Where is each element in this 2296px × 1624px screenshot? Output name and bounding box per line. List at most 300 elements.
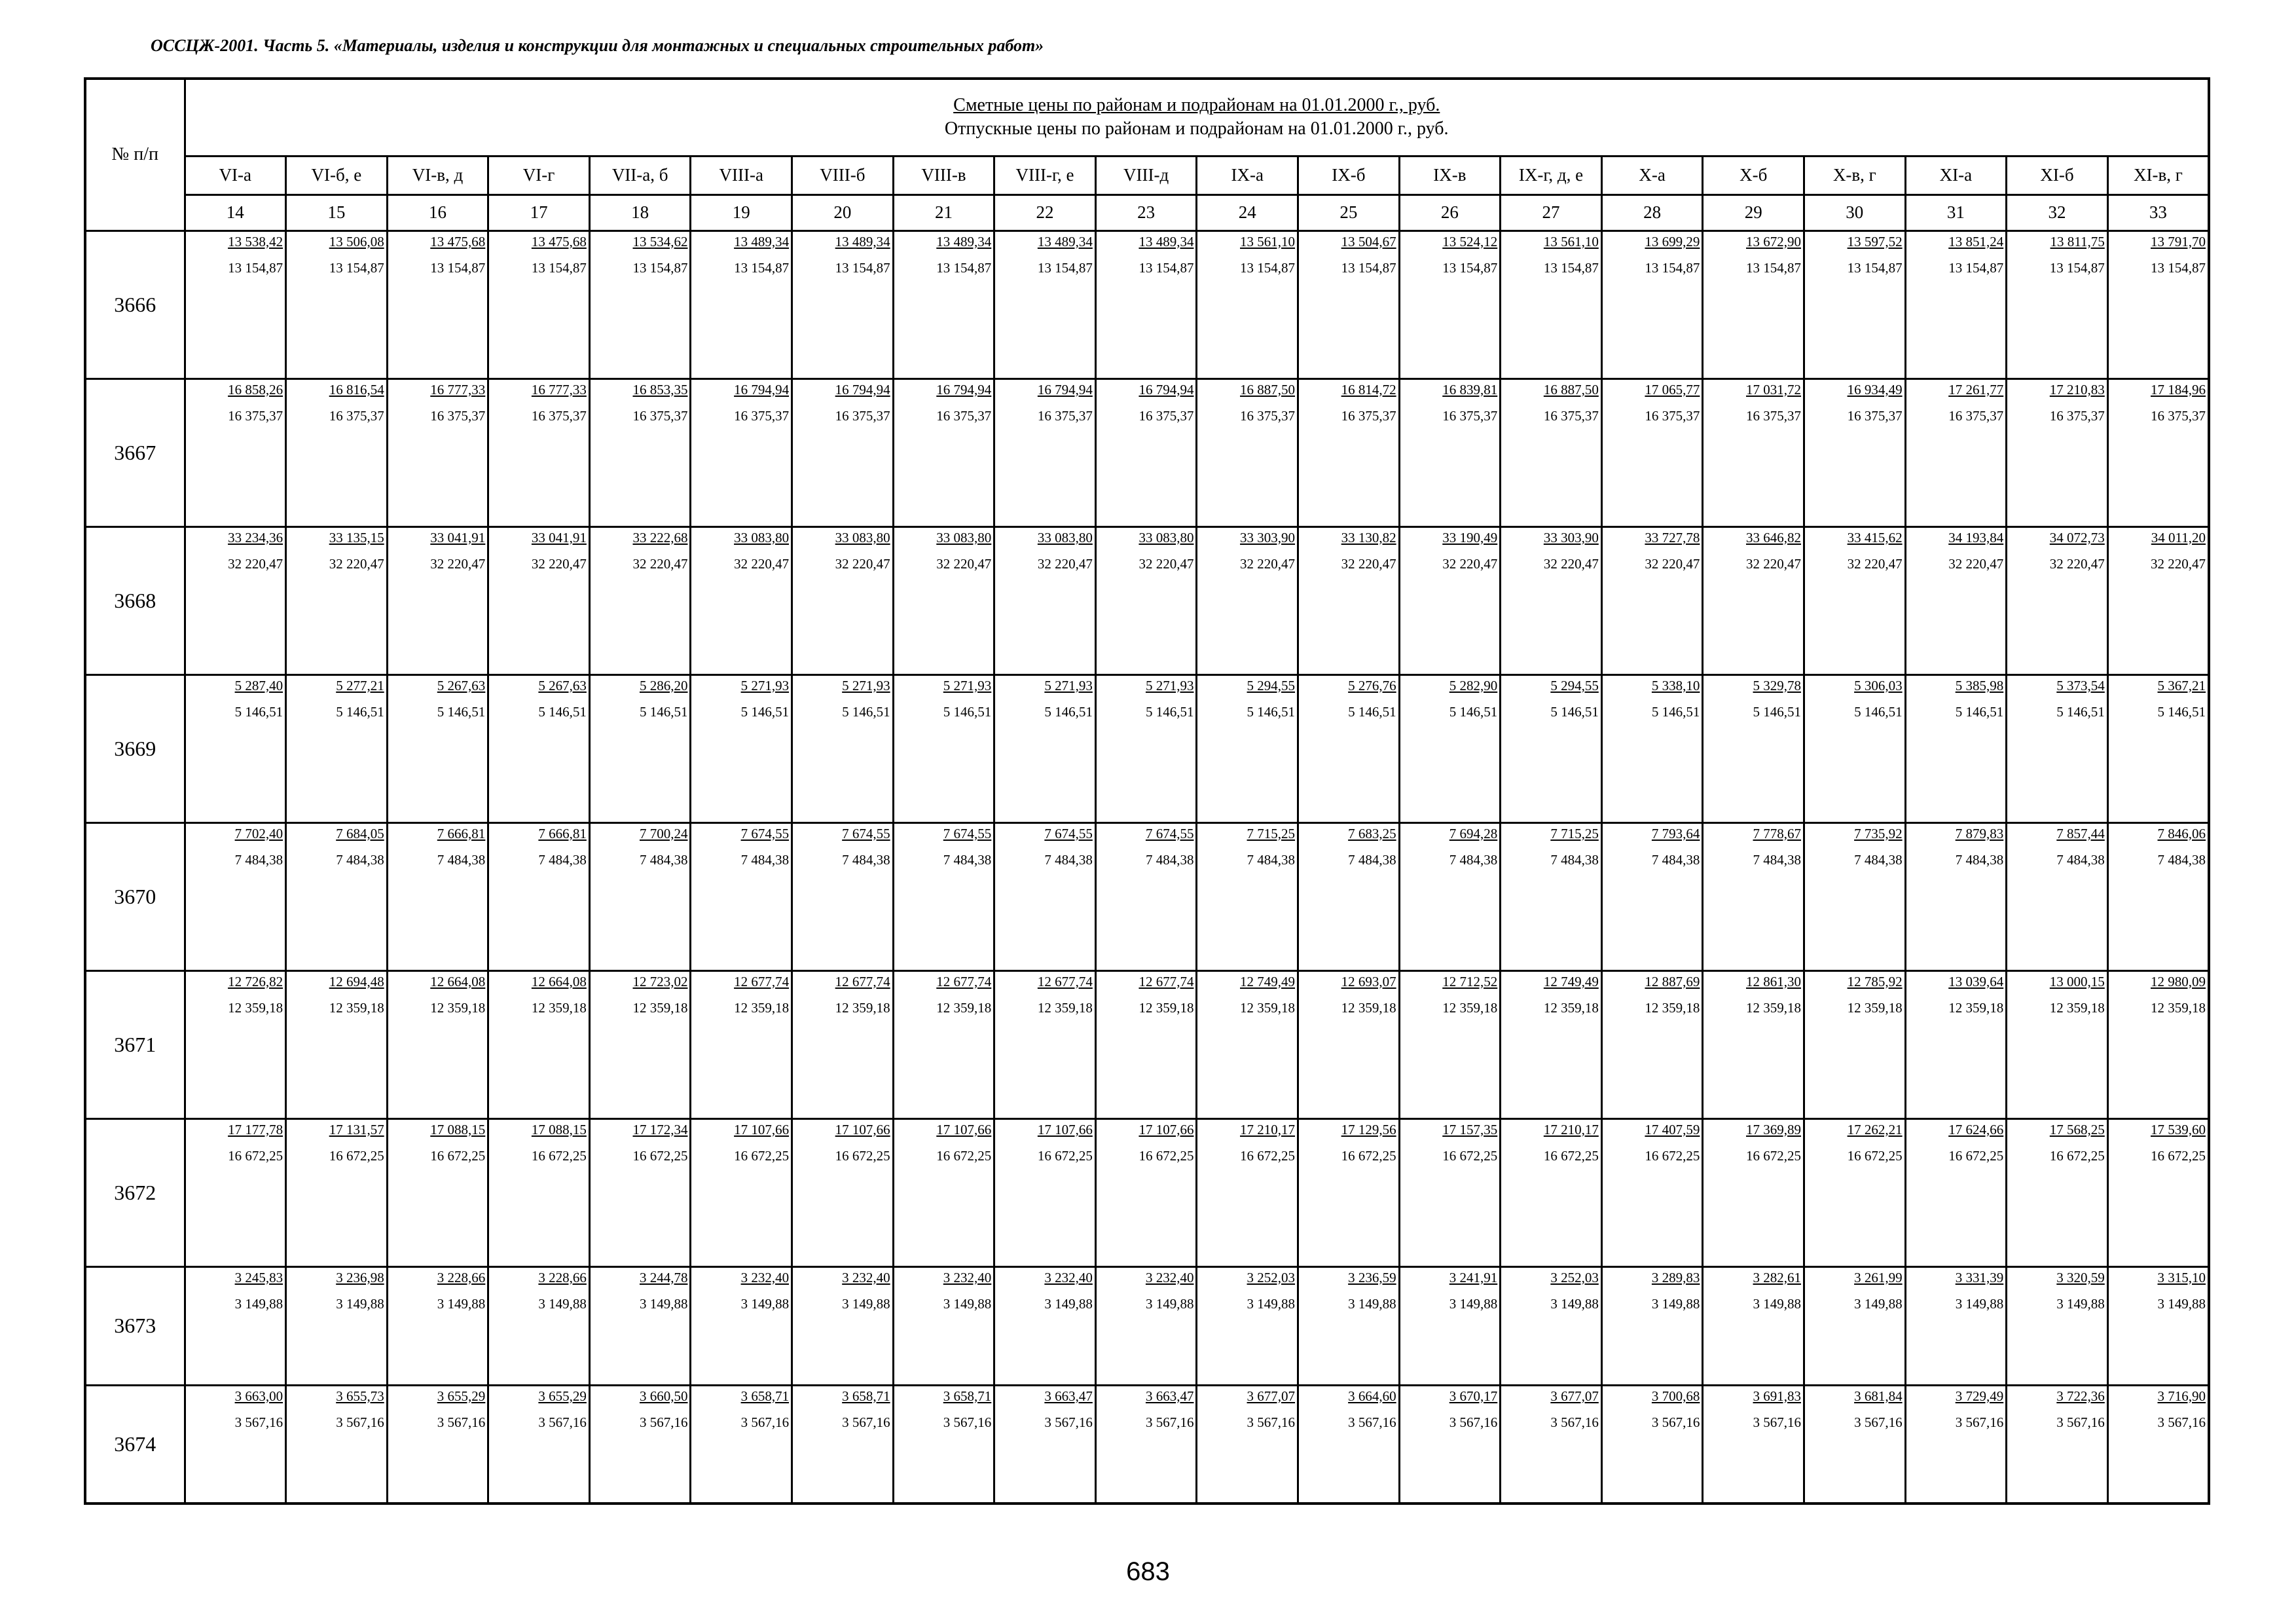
- estimate-price: 12 726,82: [228, 973, 283, 989]
- price-cell: [286, 378, 388, 526]
- release-price: 5 146,51: [1854, 703, 1903, 720]
- release-price: 12 359,18: [835, 999, 890, 1016]
- price-cell: [792, 822, 894, 970]
- release-price: 3 567,16: [336, 1414, 384, 1430]
- column-number: 18: [589, 194, 691, 231]
- estimate-price: 33 727,78: [1645, 529, 1700, 545]
- price-cell: [1905, 674, 2007, 822]
- release-price: 7 484,38: [1651, 851, 1700, 868]
- estimate-price: 7 674,55: [1044, 825, 1093, 841]
- release-price: 16 672,25: [430, 1147, 486, 1164]
- release-price: 7 484,38: [1449, 851, 1498, 868]
- release-price: 16 672,25: [1240, 1147, 1296, 1164]
- estimate-price: 3 655,73: [336, 1388, 384, 1404]
- column-number: 32: [2007, 194, 2108, 231]
- estimate-price: 3 244,78: [639, 1269, 688, 1285]
- estimate-price: 3 232,40: [1044, 1269, 1093, 1285]
- release-price: 7 484,38: [740, 851, 790, 868]
- release-price: 32 220,47: [1948, 555, 2004, 572]
- estimate-price: 3 252,03: [1247, 1269, 1296, 1285]
- estimate-price: 17 088,15: [430, 1121, 486, 1137]
- estimate-price: 17 031,72: [1746, 381, 1801, 397]
- estimate-price: 3 691,83: [1753, 1388, 1801, 1404]
- estimate-price: 12 677,74: [936, 973, 992, 989]
- estimate-price: 7 879,83: [1955, 825, 2004, 841]
- price-cell: [2107, 674, 2209, 822]
- estimate-price: 7 694,28: [1449, 825, 1498, 841]
- release-price: 7 484,38: [1348, 851, 1396, 868]
- price-cell: [488, 1385, 590, 1504]
- district-header: X-б: [1703, 156, 1804, 194]
- estimate-price: 5 267,63: [437, 677, 486, 693]
- release-price: 7 484,38: [1753, 851, 1801, 868]
- estimate-price: 17 210,17: [1543, 1121, 1599, 1137]
- price-cell: [1703, 1266, 1804, 1385]
- release-price: 3 149,88: [1651, 1295, 1700, 1312]
- estimate-price: 16 794,94: [1139, 381, 1194, 397]
- release-price: 3 149,88: [538, 1295, 587, 1312]
- release-price: 12 359,18: [1948, 999, 2004, 1016]
- price-cell: [1601, 231, 1703, 378]
- release-price: 7 484,38: [943, 851, 992, 868]
- estimate-price: 5 271,93: [1044, 677, 1093, 693]
- release-price: 16 672,25: [1139, 1147, 1194, 1164]
- table-row: [85, 1385, 2209, 1504]
- price-cell: [691, 970, 792, 1118]
- price-cell: [488, 674, 590, 822]
- estimate-price: 3 320,59: [2056, 1269, 2105, 1285]
- estimate-price: 3 315,10: [2157, 1269, 2206, 1285]
- release-price: 5 146,51: [2056, 703, 2105, 720]
- estimate-price: 33 041,91: [531, 529, 587, 545]
- price-cell: [1197, 970, 1298, 1118]
- estimate-price: 12 664,08: [531, 973, 587, 989]
- estimate-price: 12 677,74: [1139, 973, 1194, 989]
- price-cell: [488, 1118, 590, 1266]
- release-price: 5 146,51: [1753, 703, 1801, 720]
- release-price: 3 149,88: [1247, 1295, 1296, 1312]
- release-price: 13 154,87: [1645, 259, 1700, 276]
- estimate-price: 3 663,47: [1145, 1388, 1194, 1404]
- release-price: 3 149,88: [1550, 1295, 1599, 1312]
- price-cell: [2007, 1266, 2108, 1385]
- price-cell: [1703, 526, 1804, 674]
- release-price: 12 359,18: [632, 999, 688, 1016]
- price-cell: [1095, 970, 1197, 1118]
- estimate-price: 3 241,91: [1449, 1269, 1498, 1285]
- district-header: XI-в, г: [2107, 156, 2209, 194]
- price-cell: [1095, 674, 1197, 822]
- price-cell: [2107, 378, 2209, 526]
- estimate-price: 3 722,36: [2056, 1388, 2105, 1404]
- estimate-price: 13 597,52: [1847, 233, 1903, 249]
- price-cell: [1501, 378, 1602, 526]
- column-number: 30: [1804, 194, 1906, 231]
- release-price: 16 375,37: [1948, 407, 2004, 424]
- estimate-price: 12 693,07: [1341, 973, 1396, 989]
- price-cell: [691, 1118, 792, 1266]
- district-header: IX-а: [1197, 156, 1298, 194]
- estimate-price: 3 236,59: [1348, 1269, 1396, 1285]
- release-price: 16 672,25: [2151, 1147, 2206, 1164]
- estimate-price: 5 282,90: [1449, 677, 1498, 693]
- release-price: 32 220,47: [734, 555, 790, 572]
- release-price: 12 359,18: [1847, 999, 1903, 1016]
- estimate-price: 3 245,83: [234, 1269, 283, 1285]
- estimate-price: 16 794,94: [936, 381, 992, 397]
- estimate-price: 17 177,78: [228, 1121, 283, 1137]
- price-cell: [589, 1385, 691, 1504]
- estimate-price: 17 210,17: [1240, 1121, 1296, 1137]
- estimate-price: 17 262,21: [1847, 1121, 1903, 1137]
- release-price: 3 567,16: [1854, 1414, 1903, 1430]
- release-price: 3 149,88: [2157, 1295, 2206, 1312]
- estimate-price: 5 276,76: [1348, 677, 1396, 693]
- release-price: 32 220,47: [1746, 555, 1801, 572]
- price-cell: [1601, 1385, 1703, 1504]
- estimate-price: 3 658,71: [842, 1388, 890, 1404]
- release-price: 12 359,18: [2151, 999, 2206, 1016]
- release-price: 3 149,88: [2056, 1295, 2105, 1312]
- price-cell: [691, 526, 792, 674]
- release-price: 3 149,88: [1854, 1295, 1903, 1312]
- table-title: [185, 79, 2209, 156]
- estimate-price: 12 980,09: [2151, 973, 2206, 989]
- price-cell: [2007, 231, 2108, 378]
- release-price: 16 375,37: [734, 407, 790, 424]
- estimate-price: 17 539,60: [2151, 1121, 2206, 1137]
- release-price: 16 375,37: [2151, 407, 2206, 424]
- price-cell: [1399, 526, 1501, 674]
- estimate-price: 33 083,80: [734, 529, 790, 545]
- estimate-price: 13 489,34: [936, 233, 992, 249]
- estimate-price: 17 131,57: [329, 1121, 384, 1137]
- column-number: 16: [387, 194, 488, 231]
- price-cell: [1298, 231, 1400, 378]
- release-price: 5 146,51: [1651, 703, 1700, 720]
- release-price: 16 375,37: [1543, 407, 1599, 424]
- estimate-price: 5 373,54: [2056, 677, 2105, 693]
- price-cell: [488, 822, 590, 970]
- estimate-price: 33 130,82: [1341, 529, 1396, 545]
- release-price: 16 672,25: [734, 1147, 790, 1164]
- estimate-price: 3 716,90: [2157, 1388, 2206, 1404]
- estimate-price: 3 228,66: [437, 1269, 486, 1285]
- estimate-price: 3 232,40: [740, 1269, 790, 1285]
- column-number: 14: [185, 194, 286, 231]
- estimate-price: 5 277,21: [336, 677, 384, 693]
- table-row: [85, 1266, 2209, 1385]
- price-cell: [589, 378, 691, 526]
- price-cell: [387, 526, 488, 674]
- district-header: IX-г, д, е: [1501, 156, 1602, 194]
- estimate-price: 3 677,07: [1247, 1388, 1296, 1404]
- release-price: 3 567,16: [437, 1414, 486, 1430]
- estimate-price: 17 157,35: [1442, 1121, 1498, 1137]
- price-cell: [1298, 1266, 1400, 1385]
- column-number: 23: [1095, 194, 1197, 231]
- estimate-price: 13 489,34: [734, 233, 790, 249]
- price-cell: [893, 378, 994, 526]
- estimate-price: 3 658,71: [740, 1388, 790, 1404]
- row-number-header: № п/п: [85, 79, 185, 231]
- estimate-price: 13 699,29: [1645, 233, 1700, 249]
- estimate-price: 7 674,55: [1145, 825, 1194, 841]
- release-price: 16 672,25: [632, 1147, 688, 1164]
- price-cell: [893, 231, 994, 378]
- estimate-price: 13 489,34: [1037, 233, 1093, 249]
- column-number: 33: [2107, 194, 2209, 231]
- estimate-price: 12 723,02: [632, 973, 688, 989]
- price-cell: [185, 970, 286, 1118]
- row-number: 3668: [85, 526, 185, 674]
- price-cell: [893, 822, 994, 970]
- release-price: 5 146,51: [943, 703, 992, 720]
- release-price: 32 220,47: [1139, 555, 1194, 572]
- release-price: 13 154,87: [2151, 259, 2206, 276]
- release-price: 7 484,38: [1550, 851, 1599, 868]
- price-cell: [1399, 1385, 1501, 1504]
- release-price: 3 567,16: [1449, 1414, 1498, 1430]
- price-cell: [893, 1266, 994, 1385]
- estimate-price: 7 674,55: [740, 825, 790, 841]
- estimate-price: 33 234,36: [228, 529, 283, 545]
- price-cell: [2107, 822, 2209, 970]
- estimate-price: 7 674,55: [842, 825, 890, 841]
- district-header: VI-а: [185, 156, 286, 194]
- price-cell: [792, 1266, 894, 1385]
- estimate-price: 5 294,55: [1550, 677, 1599, 693]
- price-cell: [792, 1118, 894, 1266]
- estimate-price: 3 236,98: [336, 1269, 384, 1285]
- estimate-price: 13 561,10: [1240, 233, 1296, 249]
- price-cell: [1804, 970, 1906, 1118]
- price-cell: [792, 526, 894, 674]
- release-price: 3 567,16: [1145, 1414, 1194, 1430]
- release-price: 16 672,25: [1341, 1147, 1396, 1164]
- price-cell: [1804, 1385, 1906, 1504]
- release-price: 32 220,47: [632, 555, 688, 572]
- district-header: VIII-б: [792, 156, 894, 194]
- release-price: 32 220,47: [1543, 555, 1599, 572]
- price-cell: [1298, 822, 1400, 970]
- price-cell: [1399, 674, 1501, 822]
- release-price: 13 154,87: [1847, 259, 1903, 276]
- release-price: 16 375,37: [430, 407, 486, 424]
- price-cell: [1804, 231, 1906, 378]
- estimate-price: 3 289,83: [1651, 1269, 1700, 1285]
- release-price: 3 149,88: [943, 1295, 992, 1312]
- estimate-price: 12 785,92: [1847, 973, 1903, 989]
- release-price: 5 146,51: [538, 703, 587, 720]
- table-row: [85, 970, 2209, 1118]
- price-cell: [1197, 674, 1298, 822]
- price-cell: [2007, 674, 2108, 822]
- price-cell: [2107, 526, 2209, 674]
- row-number: 3669: [85, 674, 185, 822]
- price-cell: [691, 378, 792, 526]
- estimate-price: 3 228,66: [538, 1269, 587, 1285]
- price-cell: [1703, 970, 1804, 1118]
- price-cell: [387, 231, 488, 378]
- price-cell: [185, 674, 286, 822]
- release-price: 3 567,16: [943, 1414, 992, 1430]
- estimate-price: 17 624,66: [1948, 1121, 2004, 1137]
- estimate-price: 17 107,66: [835, 1121, 890, 1137]
- release-price: 7 484,38: [1955, 851, 2004, 868]
- release-price: 3 149,88: [1449, 1295, 1498, 1312]
- row-number: 3671: [85, 970, 185, 1118]
- release-price: 12 359,18: [936, 999, 992, 1016]
- estimate-price: 13 791,70: [2151, 233, 2206, 249]
- price-cell: [1095, 1118, 1197, 1266]
- column-number: 29: [1703, 194, 1804, 231]
- release-price: 3 149,88: [740, 1295, 790, 1312]
- price-cell: [185, 526, 286, 674]
- estimate-price: 16 794,94: [835, 381, 890, 397]
- estimate-price: 12 749,49: [1543, 973, 1599, 989]
- district-header-row: [85, 156, 2209, 194]
- release-price: 5 146,51: [1955, 703, 2004, 720]
- row-number: 3672: [85, 1118, 185, 1266]
- release-price: 5 146,51: [1044, 703, 1093, 720]
- estimate-price: 17 407,59: [1645, 1121, 1700, 1137]
- release-price: 16 672,25: [1645, 1147, 1700, 1164]
- estimate-price: 13 475,68: [430, 233, 486, 249]
- price-cell: [1197, 526, 1298, 674]
- release-price: 3 567,16: [740, 1414, 790, 1430]
- estimate-price: 33 415,62: [1847, 529, 1903, 545]
- estimate-price: 3 282,61: [1753, 1269, 1801, 1285]
- release-price: 32 220,47: [1645, 555, 1700, 572]
- release-price: 5 146,51: [1247, 703, 1296, 720]
- release-price: 5 146,51: [1449, 703, 1498, 720]
- row-number: 3667: [85, 378, 185, 526]
- price-cell: [1298, 526, 1400, 674]
- price-cell: [1905, 1385, 2007, 1504]
- price-cell: [1197, 822, 1298, 970]
- estimate-price: 7 702,40: [234, 825, 283, 841]
- estimate-price: 5 286,20: [639, 677, 688, 693]
- release-price: 5 146,51: [234, 703, 283, 720]
- release-price: 32 220,47: [2151, 555, 2206, 572]
- price-cell: [1298, 674, 1400, 822]
- price-cell: [1095, 526, 1197, 674]
- release-price: 32 220,47: [1240, 555, 1296, 572]
- release-price: 12 359,18: [1543, 999, 1599, 1016]
- price-cell: [1703, 1118, 1804, 1266]
- column-number: 22: [994, 194, 1096, 231]
- estimate-price: 3 331,39: [1955, 1269, 2004, 1285]
- price-cell: [1905, 231, 2007, 378]
- price-cell: [1501, 1118, 1602, 1266]
- district-header: VI-б, е: [286, 156, 388, 194]
- estimate-price: 16 858,26: [228, 381, 283, 397]
- price-cell: [185, 231, 286, 378]
- release-price: 13 154,87: [1442, 259, 1498, 276]
- price-cell: [1399, 822, 1501, 970]
- price-cell: [2007, 970, 2108, 1118]
- price-cell: [2007, 1385, 2108, 1504]
- document-header: ОССЦЖ-2001. Часть 5. «Материалы, изделия и конструкции для монтажных и специальных строительных работ»: [151, 36, 1044, 55]
- release-price: 16 672,25: [531, 1147, 587, 1164]
- release-price: 16 672,25: [1543, 1147, 1599, 1164]
- price-cell: [1905, 970, 2007, 1118]
- column-number: 15: [286, 194, 388, 231]
- price-cell: [1601, 674, 1703, 822]
- price-cell: [1298, 378, 1400, 526]
- release-price: 3 567,16: [1348, 1414, 1396, 1430]
- release-price: 13 154,87: [1240, 259, 1296, 276]
- price-cell: [387, 378, 488, 526]
- price-cell: [792, 1385, 894, 1504]
- price-cell: [1501, 231, 1602, 378]
- estimate-price: 33 041,91: [430, 529, 486, 545]
- price-cell: [1804, 674, 1906, 822]
- price-cell: [2007, 378, 2108, 526]
- release-price: 16 672,25: [2049, 1147, 2105, 1164]
- price-cell: [1804, 526, 1906, 674]
- table-row: [85, 378, 2209, 526]
- price-cell: [185, 822, 286, 970]
- estimate-price: 7 793,64: [1651, 825, 1700, 841]
- price-cell: [1298, 970, 1400, 1118]
- estimate-price: 17 107,66: [936, 1121, 992, 1137]
- release-price: 32 220,47: [1037, 555, 1093, 572]
- estimate-price: 16 777,33: [430, 381, 486, 397]
- release-price: 12 359,18: [2049, 999, 2105, 1016]
- estimate-price: 13 534,62: [632, 233, 688, 249]
- estimate-price: 34 072,73: [2049, 529, 2105, 545]
- district-header: X-а: [1601, 156, 1703, 194]
- table-row: [85, 1118, 2209, 1266]
- release-price: 13 154,87: [632, 259, 688, 276]
- price-cell: [387, 1266, 488, 1385]
- price-cell: [286, 231, 388, 378]
- table-row: [85, 231, 2209, 378]
- estimate-price: 33 646,82: [1746, 529, 1801, 545]
- release-price: 12 359,18: [1645, 999, 1700, 1016]
- estimate-price: 13 489,34: [1139, 233, 1194, 249]
- price-cell: [286, 674, 388, 822]
- column-number: 24: [1197, 194, 1298, 231]
- release-price: 13 154,87: [734, 259, 790, 276]
- estimate-price: 5 294,55: [1247, 677, 1296, 693]
- price-cell: [893, 1385, 994, 1504]
- estimate-price: 17 107,66: [1139, 1121, 1194, 1137]
- release-price: 16 375,37: [329, 407, 384, 424]
- price-cell: [589, 822, 691, 970]
- release-price: 7 484,38: [842, 851, 890, 868]
- release-price: 5 146,51: [437, 703, 486, 720]
- release-price: 3 149,88: [842, 1295, 890, 1312]
- release-price: 16 672,25: [329, 1147, 384, 1164]
- release-price: 16 375,37: [1139, 407, 1194, 424]
- release-price: 3 567,16: [1651, 1414, 1700, 1430]
- release-price: 32 220,47: [1847, 555, 1903, 572]
- price-cell: [387, 822, 488, 970]
- price-cell: [691, 822, 792, 970]
- estimate-price: 3 677,07: [1550, 1388, 1599, 1404]
- estimate-price: 3 261,99: [1854, 1269, 1903, 1285]
- release-price: 3 149,88: [1145, 1295, 1194, 1312]
- estimate-price: 13 506,08: [329, 233, 384, 249]
- release-price: 7 484,38: [538, 851, 587, 868]
- estimate-price: 3 681,84: [1854, 1388, 1903, 1404]
- release-price: 3 149,88: [234, 1295, 283, 1312]
- estimate-price: 3 658,71: [943, 1388, 992, 1404]
- release-price: 5 146,51: [2157, 703, 2206, 720]
